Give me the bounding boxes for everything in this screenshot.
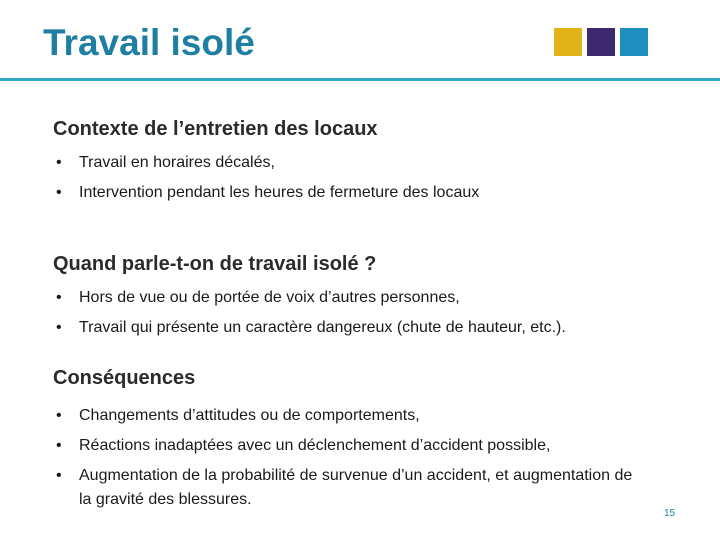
- slide-title: Travail isolé: [43, 22, 255, 63]
- bullet-icon: •: [56, 467, 62, 484]
- list-item-text: Travail qui présente un caractère dangereux (chute de hauteur, etc.).: [79, 319, 566, 336]
- list-item: [53, 401, 703, 431]
- list-item-text: Intervention pendant les heures de fermeture des locaux: [79, 184, 480, 201]
- list-item: [53, 283, 703, 313]
- bullet-icon: •: [56, 407, 62, 424]
- bullet-list: [53, 283, 703, 343]
- bullet-list: [53, 148, 703, 208]
- list-item-text: Réactions inadaptées avec un déclenchement d’accident possible,: [79, 437, 551, 454]
- list-item-text: Augmentation de la probabilité de survenue d’un accident, et augmentation de la gravité des blessures.: [79, 467, 633, 508]
- yellow-square-icon: [554, 28, 582, 56]
- bullet-list: [53, 401, 703, 512]
- list-item-text: Travail en horaires décalés,: [79, 154, 275, 171]
- section-heading: Quand parle-t-on de travail isolé ?: [53, 253, 377, 275]
- list-item-text: Changements d’attitudes ou de comportements,: [79, 407, 420, 424]
- section-consequences: [53, 365, 703, 512]
- purple-square-icon: [587, 28, 615, 56]
- list-item: [53, 313, 703, 343]
- section-heading: Conséquences: [53, 367, 196, 389]
- bullet-icon: •: [56, 319, 62, 336]
- list-item-text: Hors de vue ou de portée de voix d’autres personnes,: [79, 289, 460, 306]
- list-item: [53, 431, 703, 461]
- title-divider: [0, 78, 720, 81]
- blue-square-icon: [620, 28, 648, 56]
- bullet-icon: •: [56, 289, 62, 306]
- section-quand: [53, 251, 703, 343]
- bullet-icon: •: [56, 184, 62, 201]
- page-number: 15: [664, 508, 676, 519]
- section-heading: Contexte de l’entretien des locaux: [53, 118, 378, 140]
- bullet-icon: •: [56, 437, 62, 454]
- list-item: [53, 148, 703, 178]
- section-contexte: [53, 116, 703, 208]
- bullet-icon: •: [56, 154, 62, 171]
- list-item: [53, 178, 703, 208]
- list-item: [53, 461, 639, 512]
